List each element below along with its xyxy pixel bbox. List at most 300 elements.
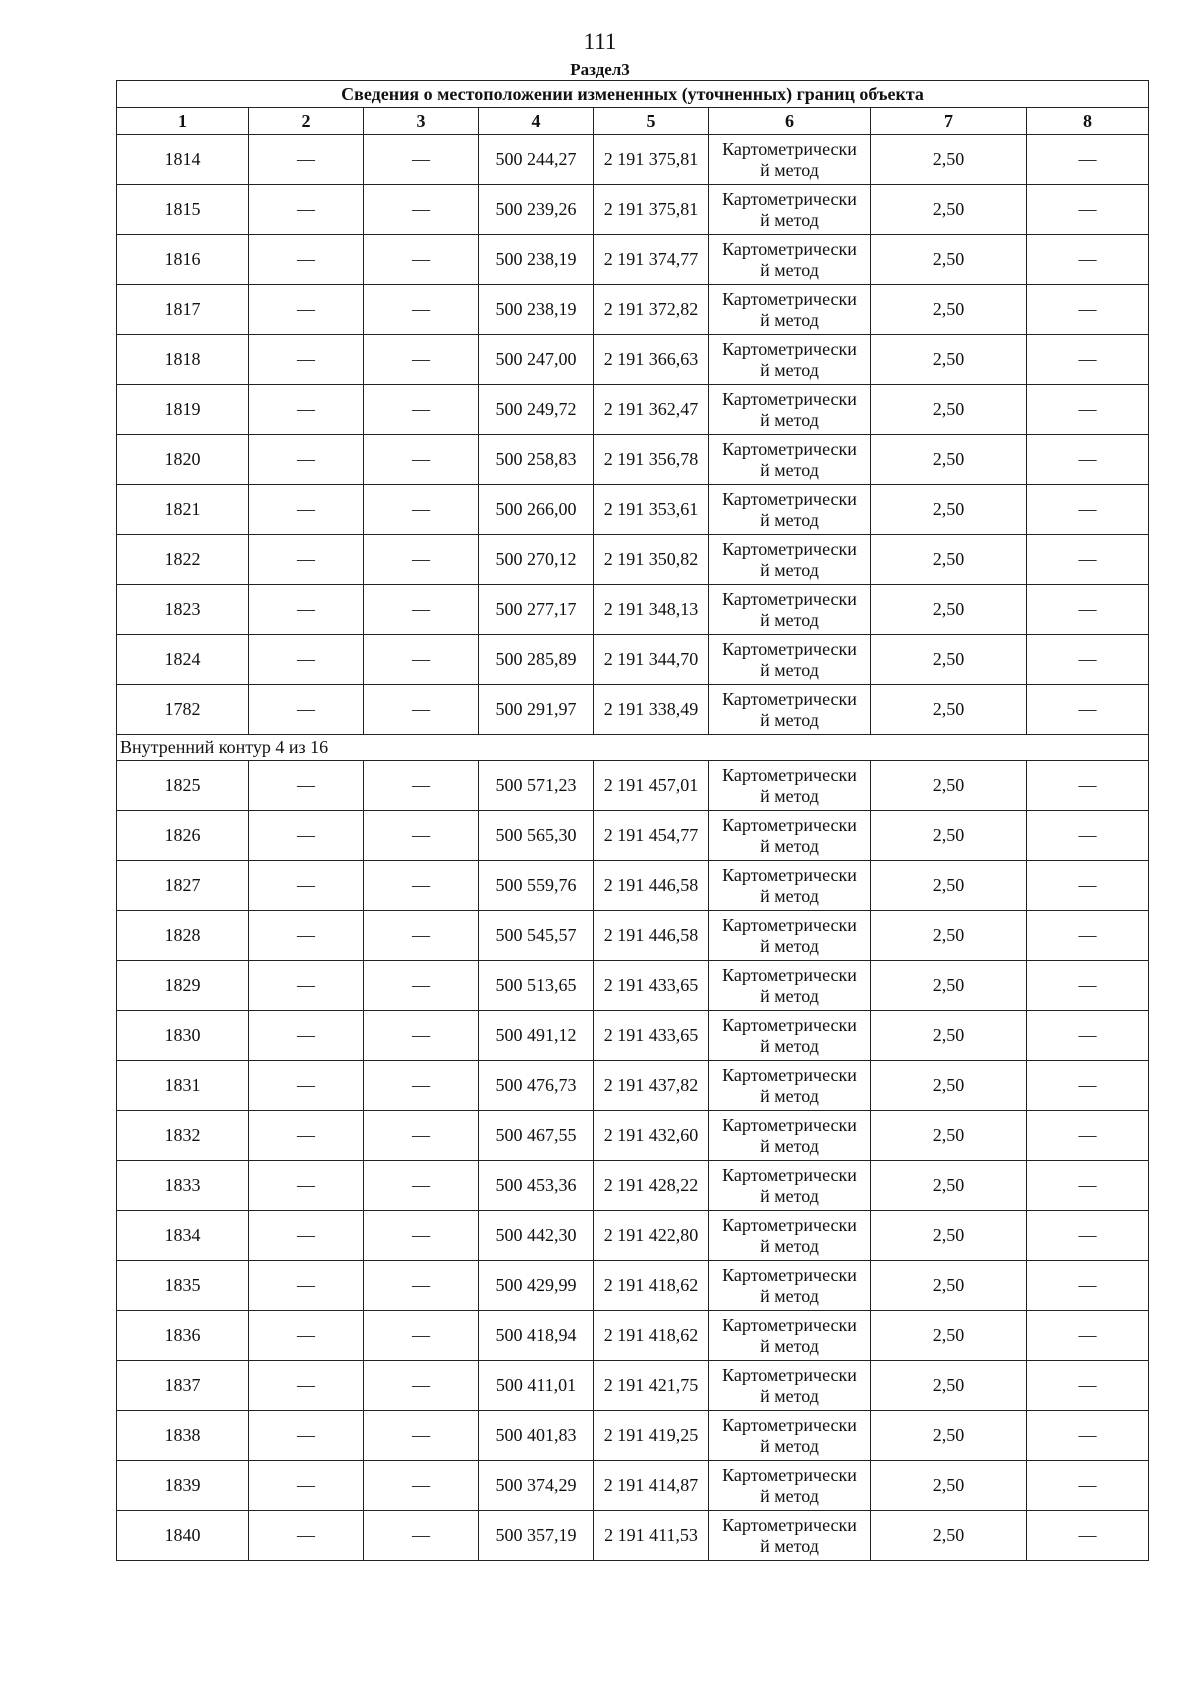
method-line-2: й метод xyxy=(760,259,819,280)
column-3-cell: — xyxy=(364,135,479,185)
accuracy-cell: 2,50 xyxy=(871,185,1027,235)
accuracy-cell: 2,50 xyxy=(871,435,1027,485)
column-3-cell: — xyxy=(364,185,479,235)
column-number: 4 xyxy=(479,108,594,135)
y-coordinate-cell: 2 191 366,63 xyxy=(594,335,709,385)
column-2-cell: — xyxy=(249,861,364,911)
method-cell xyxy=(709,635,871,685)
method-line-1: Картометрически xyxy=(722,438,857,459)
method-line-2: й метод xyxy=(760,409,819,430)
method-line-2: й метод xyxy=(760,985,819,1006)
column-3-cell: — xyxy=(364,911,479,961)
column-3-cell: — xyxy=(364,1211,479,1261)
point-number-cell: 1817 xyxy=(117,285,249,335)
column-8-cell: — xyxy=(1027,1511,1149,1561)
table-row xyxy=(117,385,1149,435)
method-cell xyxy=(709,685,871,735)
accuracy-cell: 2,50 xyxy=(871,961,1027,1011)
column-3-cell: — xyxy=(364,335,479,385)
column-8-cell: — xyxy=(1027,285,1149,335)
point-number-cell: 1822 xyxy=(117,535,249,585)
method-cell xyxy=(709,1511,871,1561)
method-line-2: й метод xyxy=(760,359,819,380)
y-coordinate-cell: 2 191 375,81 xyxy=(594,185,709,235)
x-coordinate-cell: 500 277,17 xyxy=(479,585,594,635)
y-coordinate-cell: 2 191 362,47 xyxy=(594,385,709,435)
point-number-cell: 1825 xyxy=(117,761,249,811)
column-8-cell: — xyxy=(1027,1111,1149,1161)
column-2-cell: — xyxy=(249,385,364,435)
method-cell xyxy=(709,1311,871,1361)
column-2-cell: — xyxy=(249,535,364,585)
column-2-cell: — xyxy=(249,1511,364,1561)
y-coordinate-cell: 2 191 348,13 xyxy=(594,585,709,635)
method-cell xyxy=(709,961,871,1011)
table-row xyxy=(117,761,1149,811)
point-number-cell: 1816 xyxy=(117,235,249,285)
method-cell xyxy=(709,1361,871,1411)
accuracy-cell: 2,50 xyxy=(871,1461,1027,1511)
method-cell xyxy=(709,335,871,385)
x-coordinate-cell: 500 401,83 xyxy=(479,1411,594,1461)
table-row xyxy=(117,861,1149,911)
method-line-1: Картометрически xyxy=(722,1014,857,1035)
y-coordinate-cell: 2 191 422,80 xyxy=(594,1211,709,1261)
table-row xyxy=(117,1361,1149,1411)
point-number-cell: 1823 xyxy=(117,585,249,635)
x-coordinate-cell: 500 467,55 xyxy=(479,1111,594,1161)
column-8-cell: — xyxy=(1027,685,1149,735)
table-row xyxy=(117,961,1149,1011)
point-number-cell: 1838 xyxy=(117,1411,249,1461)
method-cell xyxy=(709,285,871,335)
column-3-cell: — xyxy=(364,961,479,1011)
column-2-cell: — xyxy=(249,1361,364,1411)
section-label: Раздел3 xyxy=(570,60,630,79)
method-line-2: й метод xyxy=(760,709,819,730)
x-coordinate-cell: 500 491,12 xyxy=(479,1011,594,1061)
point-number-cell: 1818 xyxy=(117,335,249,385)
column-3-cell: — xyxy=(364,285,479,335)
contour-label: Внутренний контур 4 из 16 xyxy=(117,735,1149,761)
method-line-1: Картометрически xyxy=(722,1114,857,1135)
column-8-cell: — xyxy=(1027,585,1149,635)
column-2-cell: — xyxy=(249,485,364,535)
point-number-cell: 1826 xyxy=(117,811,249,861)
column-8-cell: — xyxy=(1027,435,1149,485)
method-cell xyxy=(709,535,871,585)
column-2-cell: — xyxy=(249,185,364,235)
accuracy-cell: 2,50 xyxy=(871,1211,1027,1261)
point-number-cell: 1837 xyxy=(117,1361,249,1411)
table-row xyxy=(117,535,1149,585)
y-coordinate-cell: 2 191 418,62 xyxy=(594,1311,709,1361)
method-line-1: Картометрически xyxy=(722,1314,857,1335)
accuracy-cell: 2,50 xyxy=(871,911,1027,961)
method-line-1: Картометрически xyxy=(722,388,857,409)
table-row xyxy=(117,1211,1149,1261)
y-coordinate-cell: 2 191 446,58 xyxy=(594,861,709,911)
accuracy-cell: 2,50 xyxy=(871,1011,1027,1061)
point-number-cell: 1819 xyxy=(117,385,249,435)
method-line-1: Картометрически xyxy=(722,288,857,309)
column-2-cell: — xyxy=(249,1261,364,1311)
table-row xyxy=(117,911,1149,961)
x-coordinate-cell: 500 411,01 xyxy=(479,1361,594,1411)
column-3-cell: — xyxy=(364,1011,479,1061)
accuracy-cell: 2,50 xyxy=(871,235,1027,285)
point-number-cell: 1836 xyxy=(117,1311,249,1361)
column-3-cell: — xyxy=(364,535,479,585)
accuracy-cell: 2,50 xyxy=(871,1361,1027,1411)
column-8-cell: — xyxy=(1027,961,1149,1011)
column-8-cell: — xyxy=(1027,235,1149,285)
column-2-cell: — xyxy=(249,285,364,335)
table-row xyxy=(117,335,1149,385)
y-coordinate-cell: 2 191 421,75 xyxy=(594,1361,709,1411)
table-row xyxy=(117,1161,1149,1211)
method-cell xyxy=(709,435,871,485)
method-line-2: й метод xyxy=(760,885,819,906)
method-line-1: Картометрически xyxy=(722,238,857,259)
table-row xyxy=(117,635,1149,685)
column-3-cell: — xyxy=(364,761,479,811)
x-coordinate-cell: 500 239,26 xyxy=(479,185,594,235)
x-coordinate-cell: 500 559,76 xyxy=(479,861,594,911)
column-number: 3 xyxy=(364,108,479,135)
accuracy-cell: 2,50 xyxy=(871,1511,1027,1561)
point-number-cell: 1834 xyxy=(117,1211,249,1261)
table-row xyxy=(117,1261,1149,1311)
column-2-cell: — xyxy=(249,585,364,635)
method-line-1: Картометрически xyxy=(722,864,857,885)
method-line-1: Картометрически xyxy=(722,688,857,709)
column-number: 2 xyxy=(249,108,364,135)
column-8-cell: — xyxy=(1027,811,1149,861)
column-2-cell: — xyxy=(249,435,364,485)
column-2-cell: — xyxy=(249,1011,364,1061)
method-cell xyxy=(709,1411,871,1461)
column-8-cell: — xyxy=(1027,1461,1149,1511)
x-coordinate-cell: 500 357,19 xyxy=(479,1511,594,1561)
coordinates-table xyxy=(116,80,1149,1561)
point-number-cell: 1814 xyxy=(117,135,249,185)
method-line-2: й метод xyxy=(760,1385,819,1406)
column-8-cell: — xyxy=(1027,185,1149,235)
point-number-cell: 1833 xyxy=(117,1161,249,1211)
table-row xyxy=(117,485,1149,535)
point-number-cell: 1840 xyxy=(117,1511,249,1561)
x-coordinate-cell: 500 571,23 xyxy=(479,761,594,811)
table-caption-row xyxy=(117,81,1149,108)
column-number: 1 xyxy=(117,108,249,135)
column-2-cell: — xyxy=(249,1111,364,1161)
y-coordinate-cell: 2 191 419,25 xyxy=(594,1411,709,1461)
y-coordinate-cell: 2 191 338,49 xyxy=(594,685,709,735)
method-cell xyxy=(709,1061,871,1111)
table-row xyxy=(117,585,1149,635)
column-3-cell: — xyxy=(364,485,479,535)
accuracy-cell: 2,50 xyxy=(871,485,1027,535)
accuracy-cell: 2,50 xyxy=(871,1411,1027,1461)
method-cell xyxy=(709,1261,871,1311)
method-line-2: й метод xyxy=(760,1085,819,1106)
method-line-1: Картометрически xyxy=(722,138,857,159)
contour-row xyxy=(117,735,1149,761)
column-8-cell: — xyxy=(1027,1061,1149,1111)
x-coordinate-cell: 500 453,36 xyxy=(479,1161,594,1211)
method-line-1: Картометрически xyxy=(722,1164,857,1185)
column-2-cell: — xyxy=(249,811,364,861)
column-8-cell: — xyxy=(1027,635,1149,685)
method-cell xyxy=(709,1461,871,1511)
method-cell xyxy=(709,485,871,535)
method-line-1: Картометрически xyxy=(722,814,857,835)
x-coordinate-cell: 500 285,89 xyxy=(479,635,594,685)
method-cell xyxy=(709,861,871,911)
column-3-cell: — xyxy=(364,685,479,735)
table-row xyxy=(117,685,1149,735)
accuracy-cell: 2,50 xyxy=(871,635,1027,685)
table-row xyxy=(117,1011,1149,1061)
method-cell xyxy=(709,235,871,285)
page-number: 111 xyxy=(583,29,617,54)
column-2-cell: — xyxy=(249,135,364,185)
method-cell xyxy=(709,135,871,185)
table-row xyxy=(117,185,1149,235)
column-2-cell: — xyxy=(249,911,364,961)
column-2-cell: — xyxy=(249,1311,364,1361)
point-number-cell: 1828 xyxy=(117,911,249,961)
column-3-cell: — xyxy=(364,1461,479,1511)
accuracy-cell: 2,50 xyxy=(871,1311,1027,1361)
table-row xyxy=(117,1311,1149,1361)
column-2-cell: — xyxy=(249,1461,364,1511)
method-line-1: Картометрически xyxy=(722,538,857,559)
point-number-cell: 1831 xyxy=(117,1061,249,1111)
point-number-cell: 1835 xyxy=(117,1261,249,1311)
column-8-cell: — xyxy=(1027,1311,1149,1361)
x-coordinate-cell: 500 291,97 xyxy=(479,685,594,735)
column-8-cell: — xyxy=(1027,861,1149,911)
y-coordinate-cell: 2 191 428,22 xyxy=(594,1161,709,1211)
column-8-cell: — xyxy=(1027,1211,1149,1261)
method-line-2: й метод xyxy=(760,935,819,956)
column-2-cell: — xyxy=(249,961,364,1011)
method-line-1: Картометрически xyxy=(722,1364,857,1385)
method-line-1: Картометрически xyxy=(722,1414,857,1435)
method-line-2: й метод xyxy=(760,609,819,630)
column-number: 6 xyxy=(709,108,871,135)
method-cell xyxy=(709,1111,871,1161)
y-coordinate-cell: 2 191 433,65 xyxy=(594,1011,709,1061)
method-cell xyxy=(709,761,871,811)
table-body xyxy=(117,135,1149,1561)
column-3-cell: — xyxy=(364,1061,479,1111)
x-coordinate-cell: 500 258,83 xyxy=(479,435,594,485)
table-row xyxy=(117,435,1149,485)
accuracy-cell: 2,50 xyxy=(871,861,1027,911)
y-coordinate-cell: 2 191 350,82 xyxy=(594,535,709,585)
x-coordinate-cell: 500 429,99 xyxy=(479,1261,594,1311)
accuracy-cell: 2,50 xyxy=(871,1111,1027,1161)
x-coordinate-cell: 500 545,57 xyxy=(479,911,594,961)
method-line-2: й метод xyxy=(760,459,819,480)
column-3-cell: — xyxy=(364,1511,479,1561)
x-coordinate-cell: 500 374,29 xyxy=(479,1461,594,1511)
method-cell xyxy=(709,911,871,961)
method-line-2: й метод xyxy=(760,835,819,856)
point-number-cell: 1830 xyxy=(117,1011,249,1061)
column-8-cell: — xyxy=(1027,1411,1149,1461)
column-8-cell: — xyxy=(1027,1261,1149,1311)
y-coordinate-cell: 2 191 454,77 xyxy=(594,811,709,861)
accuracy-cell: 2,50 xyxy=(871,535,1027,585)
point-number-cell: 1829 xyxy=(117,961,249,1011)
point-number-cell: 1782 xyxy=(117,685,249,735)
accuracy-cell: 2,50 xyxy=(871,385,1027,435)
column-3-cell: — xyxy=(364,1411,479,1461)
x-coordinate-cell: 500 442,30 xyxy=(479,1211,594,1261)
column-2-cell: — xyxy=(249,1161,364,1211)
y-coordinate-cell: 2 191 433,65 xyxy=(594,961,709,1011)
method-line-2: й метод xyxy=(760,1135,819,1156)
method-cell xyxy=(709,1161,871,1211)
method-line-1: Картометрически xyxy=(722,588,857,609)
method-line-2: й метод xyxy=(760,1285,819,1306)
column-2-cell: — xyxy=(249,635,364,685)
column-3-cell: — xyxy=(364,1161,479,1211)
method-line-2: й метод xyxy=(760,1435,819,1456)
column-8-cell: — xyxy=(1027,535,1149,585)
method-cell xyxy=(709,1011,871,1061)
column-3-cell: — xyxy=(364,585,479,635)
method-line-1: Картометрически xyxy=(722,1264,857,1285)
accuracy-cell: 2,50 xyxy=(871,285,1027,335)
y-coordinate-cell: 2 191 418,62 xyxy=(594,1261,709,1311)
method-line-1: Картометрически xyxy=(722,1064,857,1085)
x-coordinate-cell: 500 238,19 xyxy=(479,285,594,335)
column-3-cell: — xyxy=(364,435,479,485)
method-cell xyxy=(709,811,871,861)
method-line-2: й метод xyxy=(760,1335,819,1356)
method-line-2: й метод xyxy=(760,659,819,680)
x-coordinate-cell: 500 476,73 xyxy=(479,1061,594,1111)
accuracy-cell: 2,50 xyxy=(871,761,1027,811)
method-line-1: Картометрически xyxy=(722,964,857,985)
x-coordinate-cell: 500 513,65 xyxy=(479,961,594,1011)
column-2-cell: — xyxy=(249,685,364,735)
x-coordinate-cell: 500 266,00 xyxy=(479,485,594,535)
method-line-1: Картометрически xyxy=(722,338,857,359)
column-3-cell: — xyxy=(364,1361,479,1411)
method-line-2: й метод xyxy=(760,785,819,806)
column-8-cell: — xyxy=(1027,1011,1149,1061)
method-line-2: й метод xyxy=(760,1035,819,1056)
method-line-2: й метод xyxy=(760,1185,819,1206)
accuracy-cell: 2,50 xyxy=(871,335,1027,385)
column-2-cell: — xyxy=(249,1411,364,1461)
method-cell xyxy=(709,585,871,635)
method-line-2: й метод xyxy=(760,309,819,330)
method-cell xyxy=(709,1211,871,1261)
x-coordinate-cell: 500 247,00 xyxy=(479,335,594,385)
column-3-cell: — xyxy=(364,1261,479,1311)
method-line-2: й метод xyxy=(760,209,819,230)
table-row xyxy=(117,135,1149,185)
method-cell xyxy=(709,385,871,435)
column-2-cell: — xyxy=(249,235,364,285)
method-line-1: Картометрически xyxy=(722,914,857,935)
column-8-cell: — xyxy=(1027,1361,1149,1411)
point-number-cell: 1827 xyxy=(117,861,249,911)
column-3-cell: — xyxy=(364,235,479,285)
x-coordinate-cell: 500 270,12 xyxy=(479,535,594,585)
accuracy-cell: 2,50 xyxy=(871,1261,1027,1311)
accuracy-cell: 2,50 xyxy=(871,811,1027,861)
column-8-cell: — xyxy=(1027,911,1149,961)
column-3-cell: — xyxy=(364,1111,479,1161)
table-row xyxy=(117,1511,1149,1561)
method-line-1: Картометрически xyxy=(722,1464,857,1485)
column-number: 8 xyxy=(1027,108,1149,135)
accuracy-cell: 2,50 xyxy=(871,135,1027,185)
column-8-cell: — xyxy=(1027,1161,1149,1211)
method-cell xyxy=(709,185,871,235)
x-coordinate-cell: 500 238,19 xyxy=(479,235,594,285)
table-caption: Сведения о местоположении измененных (уточненных) границ объекта xyxy=(117,81,1149,108)
method-line-1: Картометрически xyxy=(722,488,857,509)
method-line-2: й метод xyxy=(760,159,819,180)
method-line-1: Картометрически xyxy=(722,764,857,785)
column-2-cell: — xyxy=(249,761,364,811)
column-number: 5 xyxy=(594,108,709,135)
y-coordinate-cell: 2 191 375,81 xyxy=(594,135,709,185)
column-8-cell: — xyxy=(1027,385,1149,435)
table-row xyxy=(117,811,1149,861)
x-coordinate-cell: 500 418,94 xyxy=(479,1311,594,1361)
x-coordinate-cell: 500 244,27 xyxy=(479,135,594,185)
point-number-cell: 1824 xyxy=(117,635,249,685)
y-coordinate-cell: 2 191 356,78 xyxy=(594,435,709,485)
accuracy-cell: 2,50 xyxy=(871,585,1027,635)
y-coordinate-cell: 2 191 374,77 xyxy=(594,235,709,285)
column-3-cell: — xyxy=(364,1311,479,1361)
table-row xyxy=(117,1411,1149,1461)
x-coordinate-cell: 500 249,72 xyxy=(479,385,594,435)
column-3-cell: — xyxy=(364,635,479,685)
y-coordinate-cell: 2 191 432,60 xyxy=(594,1111,709,1161)
method-line-2: й метод xyxy=(760,1485,819,1506)
table-row xyxy=(117,1061,1149,1111)
column-2-cell: — xyxy=(249,1211,364,1261)
column-2-cell: — xyxy=(249,1061,364,1111)
method-line-1: Картометрически xyxy=(722,638,857,659)
table-row xyxy=(117,1461,1149,1511)
table-row xyxy=(117,235,1149,285)
point-number-cell: 1815 xyxy=(117,185,249,235)
column-2-cell: — xyxy=(249,335,364,385)
y-coordinate-cell: 2 191 414,87 xyxy=(594,1461,709,1511)
column-8-cell: — xyxy=(1027,761,1149,811)
column-3-cell: — xyxy=(364,811,479,861)
method-line-1: Картометрически xyxy=(722,1514,857,1535)
column-3-cell: — xyxy=(364,385,479,435)
method-line-1: Картометрически xyxy=(722,1214,857,1235)
column-8-cell: — xyxy=(1027,485,1149,535)
method-line-2: й метод xyxy=(760,559,819,580)
accuracy-cell: 2,50 xyxy=(871,685,1027,735)
